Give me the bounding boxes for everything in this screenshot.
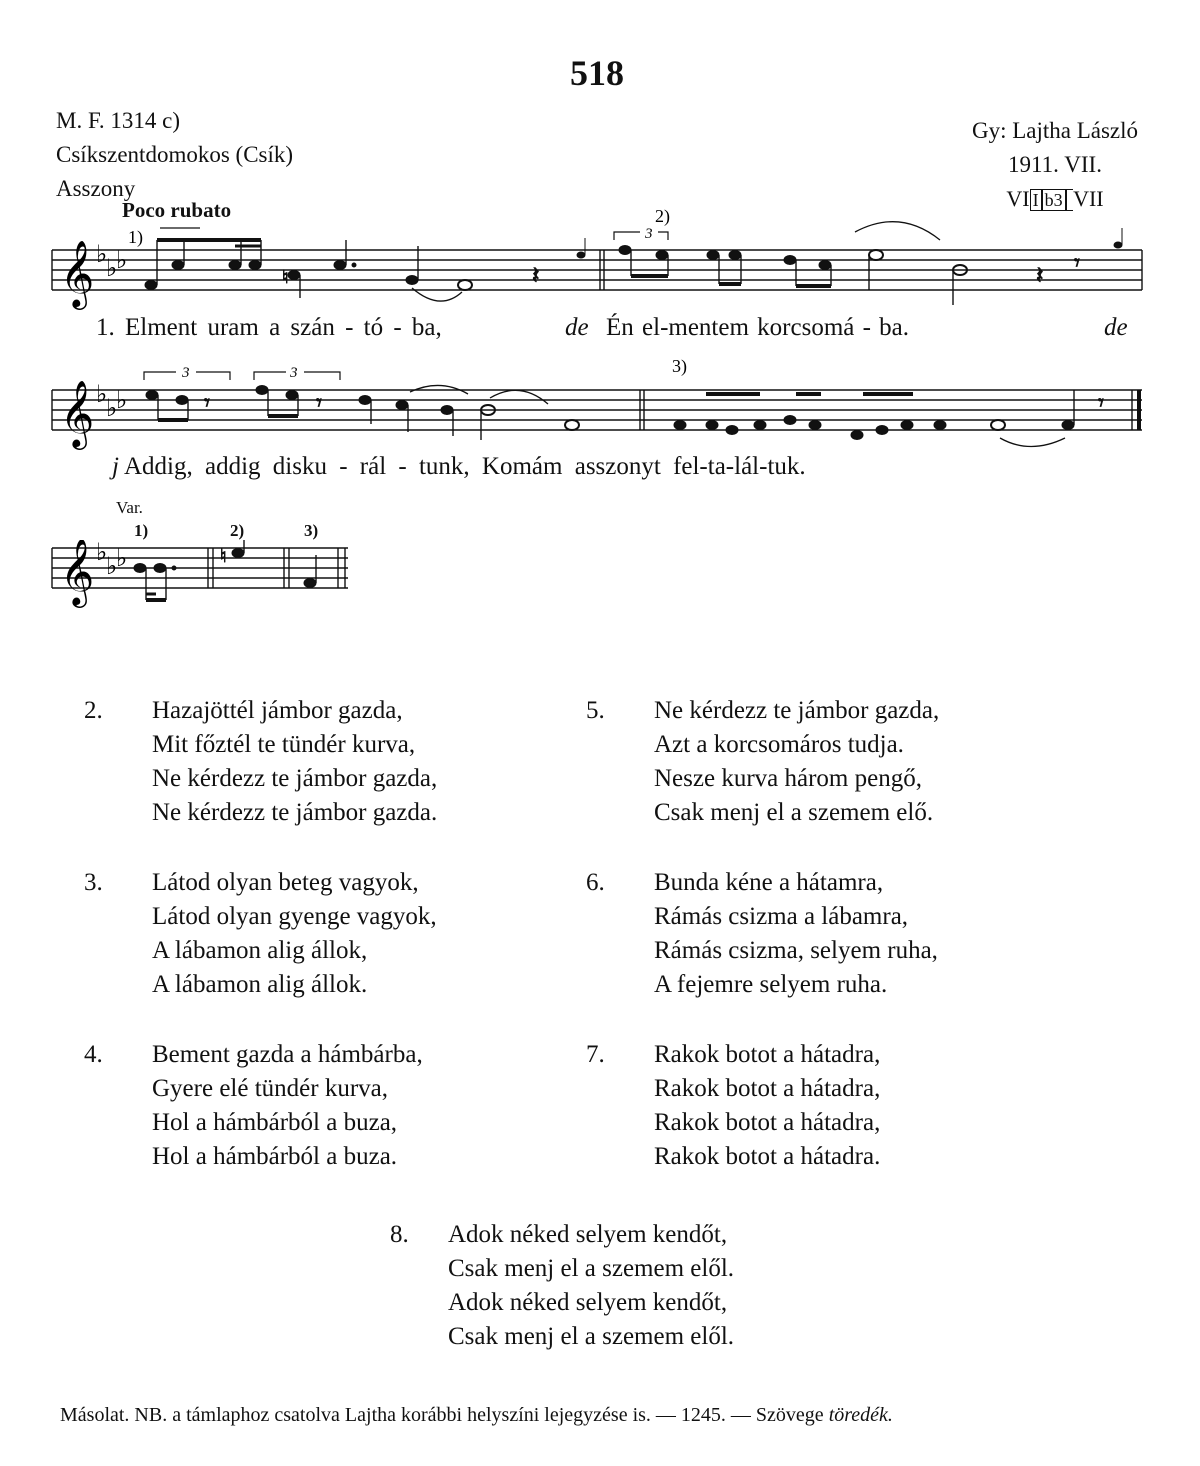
svg-text:♭: ♭ — [106, 554, 118, 580]
svg-text:♭: ♭ — [116, 388, 128, 414]
verse-number: 6. — [586, 869, 605, 896]
verse-line: Látod olyan gyenge vagyok, — [152, 903, 437, 930]
lyrics-line-1-pickup: de — [565, 314, 589, 341]
verse-number: 7. — [586, 1041, 605, 1068]
verse-number: 5. — [586, 697, 605, 724]
svg-text:♭: ♭ — [116, 546, 128, 572]
source-info — [56, 104, 293, 206]
lyrics-line-1-end: de — [1104, 314, 1128, 341]
svg-text:♭: ♭ — [116, 248, 128, 274]
svg-text:𝄞: 𝄞 — [60, 381, 95, 446]
verse-line: Rakok botot a hátadra. — [654, 1143, 881, 1170]
svg-text:𝄽: 𝄽 — [1036, 263, 1044, 289]
svg-text:3: 3 — [645, 226, 653, 242]
verse-line: Ne kérdezz te jámbor gazda. — [152, 799, 438, 826]
svg-text:𝄾: 𝄾 — [316, 390, 322, 415]
verse-line: Rakok botot a hátadra, — [654, 1075, 881, 1102]
svg-text:♭: ♭ — [96, 242, 108, 268]
svg-text:♮: ♮ — [220, 546, 227, 566]
tempo-marking: Poco rubato — [122, 198, 232, 222]
verse-line: A lábamon alig állok, — [152, 937, 368, 964]
treble-clef: 𝄞 — [60, 241, 95, 306]
verse-line: Hazajöttél jámbor gazda, — [152, 697, 403, 724]
notes-phrase-3 — [146, 386, 1104, 441]
verse-number: 4. — [84, 1041, 103, 1068]
footnote-italic: töredék. — [828, 1404, 893, 1426]
svg-text:♭: ♭ — [96, 382, 108, 408]
verse-line: Hol a hámbárból a buza, — [152, 1109, 398, 1136]
notes-phrase-1 — [145, 238, 585, 298]
svg-text:♭: ♭ — [106, 256, 118, 282]
svg-text:3: 3 — [290, 365, 298, 381]
verse-number: 3. — [84, 869, 103, 896]
music-staff-2 — [0, 350, 1200, 450]
verse-number: 8. — [390, 1221, 409, 1248]
collector-name: Gy: Lajtha László — [971, 118, 1139, 143]
svg-text:♭: ♭ — [106, 396, 118, 422]
verse-line: Bement gazda a hámbárba, — [152, 1041, 423, 1068]
verse-number: 2. — [84, 697, 103, 724]
verse-line: Rámás csizma, selyem ruha, — [654, 937, 938, 964]
verse-line: Ne kérdezz te jámbor gazda, — [152, 765, 438, 792]
lyrics-line-2: Addig, addig disku - rál - tunk, Komám asszonyt fel-ta-lál-tuk. — [124, 453, 806, 480]
verse-line: A fejemre selyem ruha. — [654, 971, 888, 998]
svg-text:♮: ♮ — [282, 267, 289, 287]
note-mark-3: 3) — [672, 356, 687, 376]
variant-1-label: 1) — [134, 521, 149, 540]
verse-line: Mit főztél te tündér kurva, — [152, 731, 416, 758]
page-number: 518 — [570, 53, 624, 93]
verse-line: Gyere elé tündér kurva, — [152, 1075, 388, 1102]
verse-line: Rakok botot a hátadra, — [654, 1109, 881, 1136]
verse-line: Ne kérdezz te jámbor gazda, — [654, 697, 940, 724]
variants-label: Var. — [116, 498, 143, 517]
verse-line: Rámás csizma a lábamra, — [654, 903, 909, 930]
verse-line: Adok néked selyem kendőt, — [448, 1221, 728, 1248]
verse-line: Adok néked selyem kendőt, — [448, 1289, 728, 1316]
verse-line: Azt a korcsomáros tudja. — [654, 731, 904, 758]
svg-text:𝄽: 𝄽 — [532, 263, 540, 289]
verse-line: Nesze kurva három pengő, — [654, 765, 922, 792]
note-mark-1: 1) — [128, 227, 143, 247]
source-singer: Asszony — [56, 176, 136, 201]
source-location: Csíkszentdomokos (Csík) — [56, 142, 294, 167]
svg-text:𝄞: 𝄞 — [60, 540, 95, 604]
variant-2-label: 2) — [230, 521, 245, 540]
lyrics-line-1: 1. Elment uram a szán - tó - ba, — [96, 314, 442, 341]
note-mark-2: 2) — [655, 206, 670, 226]
verse-line: Csak menj el a szemem elő. — [654, 799, 934, 826]
music-variants-staff — [0, 540, 400, 610]
cadence-formula: VI I b3 VII — [1006, 186, 1104, 211]
verse-line: Hol a hámbárból a buza. — [152, 1143, 398, 1170]
verse-line: Bunda kéne a hátamra, — [654, 869, 884, 896]
svg-text:𝄾: 𝄾 — [1098, 390, 1104, 415]
verse-line: Csak menj el a szemem elől. — [448, 1323, 735, 1350]
svg-text:𝄾: 𝄾 — [204, 390, 210, 415]
verse-line: A lábamon alig állok. — [152, 971, 368, 998]
svg-text:𝄾: 𝄾 — [1074, 250, 1080, 275]
source-catalog: M. F. 1314 c) — [56, 108, 181, 133]
music-staff-1 — [0, 200, 1200, 310]
notes-phrase-2 — [619, 228, 1122, 305]
svg-text:♭: ♭ — [96, 540, 108, 566]
lyrics-line-2-pickup: j — [112, 453, 119, 480]
svg-text:3: 3 — [182, 365, 190, 381]
key-signature — [96, 242, 127, 282]
verse-line: Látod olyan beteg vagyok, — [152, 869, 419, 896]
collection-date: 1911. VII. — [1008, 152, 1102, 177]
verse-line: Csak menj el a szemem elől. — [448, 1255, 735, 1282]
footnote-text: Másolat. NB. a támlaphoz csatolva Lajtha korábbi helyszíni lejegyzése is. — 1245. — Szövege — [60, 1404, 824, 1426]
lyrics-line-1-phrase-2: Én el-mentem korcsomá - ba. — [606, 314, 910, 341]
footnote — [60, 1404, 893, 1427]
variant-3-label: 3) — [304, 521, 319, 540]
verse-line: Rakok botot a hátadra, — [654, 1041, 881, 1068]
